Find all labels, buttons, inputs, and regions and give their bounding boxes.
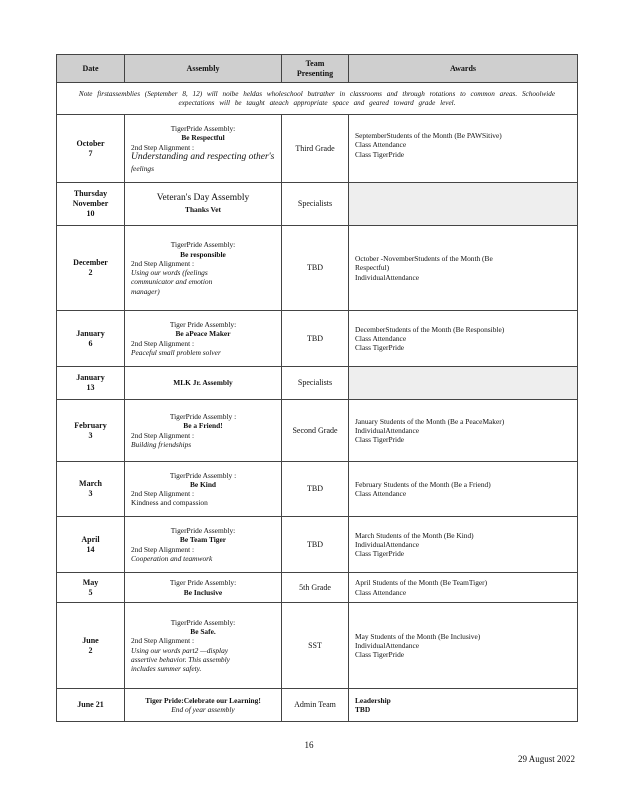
table-row — [57, 367, 578, 400]
assembly-title: TigerPride Assembly : — [169, 412, 237, 421]
row-date — [57, 115, 125, 183]
row-awards — [349, 311, 578, 367]
date-line: 7 — [88, 148, 93, 158]
award-line: Respectful) — [355, 263, 390, 273]
table-row — [57, 603, 578, 689]
row-date — [57, 400, 125, 462]
row-date — [57, 603, 125, 689]
schedule-note: Note firstassemblies (September 8, 12) will noibe heldas wholeschool butrather in classrooms and through rotations to common areas. Schoolwide expectations will be taught ateach appropriate space and geared toward grade level. — [57, 83, 578, 115]
step-alignment: 2nd Step Alignment : — [131, 636, 195, 646]
table-row — [57, 226, 578, 311]
alignment-text: feelings — [131, 163, 154, 173]
header-awards: Awards — [349, 55, 578, 83]
date-line: June 21 — [77, 700, 104, 709]
alignment-text: Building friendships — [131, 439, 192, 449]
row-team: TBD — [282, 226, 349, 311]
assembly-theme: Be Team Tiger — [179, 535, 227, 545]
header-date: Date — [57, 55, 125, 83]
assembly-theme: Be Inclusive — [183, 587, 223, 597]
award-line: IndividualAttendance — [355, 640, 420, 650]
step-alignment: 2nd Step Alignment : — [131, 430, 195, 440]
award-line: TBD — [355, 705, 371, 714]
award-line: Class Attendance — [355, 587, 407, 597]
alignment-text: Kindness and compassion — [131, 498, 208, 508]
table-row — [57, 573, 578, 603]
row-awards — [349, 603, 578, 689]
row-awards — [349, 115, 578, 183]
row-date — [57, 311, 125, 367]
alignment-text: Understanding and respecting other's — [131, 151, 275, 162]
assembly-theme: Be Respectful — [181, 133, 225, 143]
alignment-text: communicator and emotion — [131, 277, 213, 287]
award-line: Leadership — [355, 695, 391, 705]
table-row — [57, 689, 578, 722]
row-awards — [349, 517, 578, 573]
row-awards — [349, 226, 578, 311]
date-line: 10 — [86, 209, 95, 218]
footer-date: 29 August 2022 — [518, 754, 576, 764]
award-line: Class TigerPride — [355, 435, 405, 445]
award-line: DecemberStudents of the Month (Be Responsible) — [355, 324, 505, 334]
row-team: Specialists — [282, 183, 349, 226]
row-team: Specialists — [282, 367, 349, 400]
assembly-title: Tiger Pride Assembly: — [169, 320, 237, 329]
award-line: April Students of the Month (Be TeamTiger) — [355, 578, 488, 588]
row-date — [57, 183, 125, 226]
assembly-title: TigerPride Assembly: — [170, 617, 236, 627]
row-team: TBD — [282, 517, 349, 573]
table-row — [57, 400, 578, 462]
row-awards — [349, 367, 578, 400]
award-line: Class Attendance — [355, 333, 407, 343]
assembly-title: Tiger Pride:Celebrate our Learning! — [145, 695, 261, 705]
assembly-title: TigerPride Assembly: — [170, 240, 236, 250]
table-row — [57, 183, 578, 226]
assembly-theme: Be responsible — [180, 249, 226, 259]
award-line: January Students of the Month (Be a PeaceMaker) — [355, 416, 505, 426]
assembly-title: Veteran's Day Assembly — [156, 193, 250, 204]
date-line: 14 — [86, 544, 95, 554]
row-date — [57, 226, 125, 311]
date-line: June — [82, 635, 99, 645]
row-date — [57, 367, 125, 400]
award-line: May Students of the Month (Be Inclusive) — [355, 631, 481, 641]
assembly-title: TigerPride Assembly: — [170, 526, 236, 535]
row-awards — [349, 573, 578, 603]
row-assembly — [125, 183, 282, 226]
award-line: October -NovemberStudents of the Month (Be — [355, 254, 493, 264]
row-assembly — [125, 603, 282, 689]
date-line: 3 — [88, 430, 93, 440]
alignment-text: assertive behavior. This assembly — [131, 654, 230, 664]
alignment-text: Cooperation and teamwork — [131, 553, 213, 563]
alignment-text: manager) — [131, 286, 160, 296]
date-line: 6 — [88, 338, 93, 348]
row-team: Second Grade — [282, 400, 349, 462]
date-line: 5 — [88, 587, 93, 597]
step-alignment: 2nd Step Alignment : — [131, 338, 195, 348]
row-team: TBD — [282, 462, 349, 517]
header-assembly: Assembly — [125, 55, 282, 83]
date-line: Thursday — [73, 189, 108, 198]
row-assembly — [125, 689, 282, 722]
row-team: SST — [282, 603, 349, 689]
assembly-theme: Be Safe. — [190, 627, 216, 636]
date-line: March — [79, 479, 102, 488]
row-awards — [349, 400, 578, 462]
row-assembly — [125, 400, 282, 462]
row-assembly — [125, 311, 282, 367]
award-line: February Students of the Month (Be a Friend) — [355, 479, 491, 489]
award-line: Class Attendance — [355, 140, 407, 150]
note-row — [57, 83, 578, 115]
assembly-title: TigerPride Assembly: — [170, 124, 236, 134]
assembly-theme: Be aPeace Maker — [175, 329, 231, 339]
assembly-title: TigerPride Assembly : — [169, 470, 237, 480]
award-line: IndividualAttendance — [355, 272, 420, 282]
row-team: Third Grade — [282, 115, 349, 183]
row-date — [57, 689, 125, 722]
award-line: March Students of the Month (Be Kind) — [355, 530, 474, 540]
row-assembly — [125, 462, 282, 517]
table-row — [57, 517, 578, 573]
row-assembly — [125, 517, 282, 573]
table-row — [57, 311, 578, 367]
date-line: January — [76, 328, 105, 338]
row-assembly — [125, 115, 282, 183]
award-line: SeptemberStudents of the Month (Be PAWSitive) — [355, 131, 502, 140]
alignment-text: Peaceful small problem solver — [131, 347, 221, 357]
award-line: Class TigerPride — [355, 549, 405, 559]
award-line: IndividualAttendance — [355, 539, 420, 549]
award-line: Class TigerPride — [355, 149, 405, 159]
header-team: Team Presenting — [282, 55, 349, 83]
row-assembly — [125, 367, 282, 400]
assembly-title: Tiger Pride Assembly: — [169, 578, 237, 588]
award-line: Class TigerPride — [355, 343, 405, 353]
step-alignment: 2nd Step Alignment : — [131, 544, 195, 554]
date-line: January — [76, 373, 105, 382]
award-line: IndividualAttendance — [355, 425, 420, 435]
row-assembly — [125, 573, 282, 603]
row-date — [57, 517, 125, 573]
date-line: 3 — [88, 489, 93, 498]
alignment-text: Using our words (feelings — [131, 268, 208, 277]
page-number: 16 — [304, 740, 314, 750]
table-row — [57, 462, 578, 517]
row-team: TBD — [282, 311, 349, 367]
table-row — [57, 115, 578, 183]
assembly-title: MLK Jr. Assembly — [173, 378, 233, 388]
assembly-theme: Be Kind — [189, 479, 217, 489]
date-line: October — [76, 138, 105, 148]
assembly-theme: Be a Friend! — [183, 421, 223, 431]
row-date — [57, 462, 125, 517]
row-team: Admin Team — [282, 689, 349, 722]
assembly-schedule-table — [56, 54, 578, 722]
date-line: 2 — [88, 645, 93, 655]
row-assembly — [125, 226, 282, 311]
step-alignment: 2nd Step Alignment : — [131, 142, 195, 152]
assembly-theme: Thanks Vet — [185, 205, 221, 215]
alignment-text: Using our words part2 —display — [131, 645, 229, 655]
row-team: 5th Grade — [282, 573, 349, 603]
date-line: May — [82, 577, 99, 587]
date-line: April — [81, 534, 100, 544]
date-line: 13 — [86, 383, 95, 392]
date-line: November — [72, 199, 109, 208]
alignment-text: includes summer safety. — [131, 664, 202, 673]
step-alignment: 2nd Step Alignment : — [131, 489, 195, 498]
date-line: December — [73, 258, 108, 267]
row-date — [57, 573, 125, 603]
date-line: 2 — [88, 268, 93, 277]
row-awards — [349, 689, 578, 722]
step-alignment: 2nd Step Alignment : — [131, 258, 195, 268]
award-line: Class Attendance — [355, 489, 407, 498]
row-awards — [349, 183, 578, 226]
date-line: February — [74, 420, 107, 430]
header-row — [57, 55, 578, 83]
assembly-theme: End of year assembly — [171, 705, 235, 714]
award-line: Class TigerPride — [355, 650, 405, 660]
row-awards — [349, 462, 578, 517]
